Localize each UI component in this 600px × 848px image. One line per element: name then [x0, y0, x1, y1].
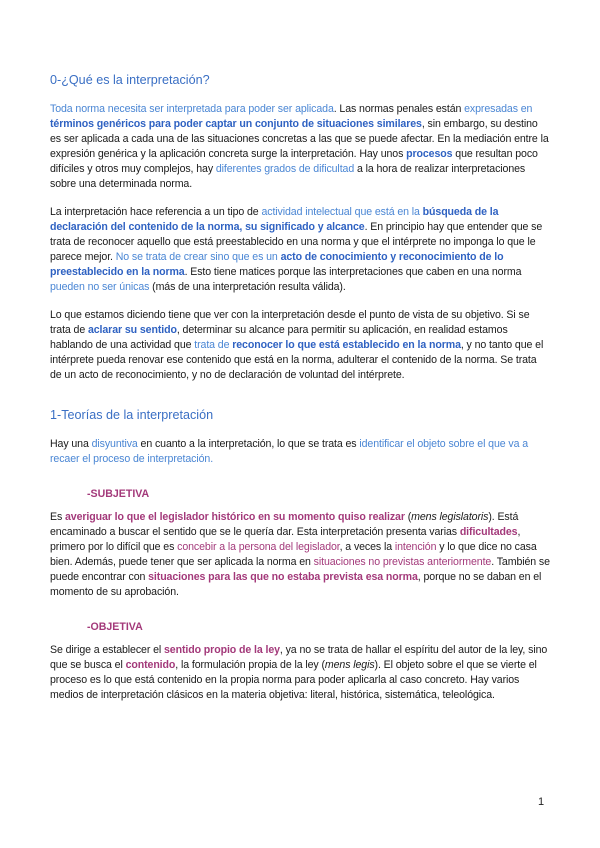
text-span: ). El objeto sobre el que se vierte el proceso es lo que está contenido en la propia norma para poder aplicarla al caso concreto. Hay varios medios de interpretación clásicos en la materia objetiva: literal, histórica, sistemática, teleológica.	[50, 659, 537, 701]
text-span: , la formulación propia de la ley (	[175, 659, 325, 671]
text-span: Se dirige a establecer el	[50, 644, 164, 656]
text-span: dificultades	[459, 526, 518, 538]
text-span: ). Está encaminado a buscar el sentido que se le quería dar. Esta interpretación presenta varias	[50, 511, 519, 538]
text-span: situaciones no previstas anteriormente	[313, 556, 492, 568]
text-span: expresadas en	[464, 103, 533, 115]
text-span: aclarar su sentido	[87, 324, 177, 336]
text-span: en cuanto a la interpretación, lo que se trata es	[137, 438, 360, 450]
text-span: (	[404, 511, 412, 523]
text-span: . También se puede encontrar con	[50, 556, 550, 583]
text-span: a la hora de realizar interpretaciones sobre una determinada norma.	[50, 163, 526, 190]
text-span: procesos	[406, 148, 453, 160]
text-span: Hay una	[50, 438, 92, 450]
text-span: , ya no se trata de hallar el espíritu del autor de la ley, sino que se busca el	[50, 644, 548, 671]
paragraph-1	[50, 102, 550, 192]
text-span: sentido propio de la ley	[164, 644, 280, 656]
text-span: (más de una interpretación resulta válida).	[149, 281, 346, 293]
paragraph-5	[50, 510, 550, 600]
text-span: reconocer lo que está establecido en la norma	[232, 339, 461, 351]
text-span: , y no tanto que el intérprete pueda renovar ese contenido que está en la norma, adulterar el contenido de la norma. Se trata de un acto de reconocimiento, y no de declaración de voluntad del intérprete.	[50, 339, 544, 381]
text-span: No se trata de crear sino que es un	[115, 251, 281, 263]
section-heading-0: 0-¿Qué es la interpretación?	[50, 73, 210, 87]
subheading-subjetiva: -SUBJETIVA	[87, 488, 150, 500]
text-span: . Las normas penales están	[333, 103, 465, 115]
text-span: y lo que dice no casa bien. Además, puede tener que ser aplicada la norma en	[50, 541, 537, 568]
text-span: , determinar su alcance para permitir su aplicación, en realidad estamos hablando de una actividad que	[50, 324, 508, 351]
paragraph-2	[50, 205, 550, 295]
text-span: disyuntiva	[91, 438, 138, 450]
text-span: diferentes grados de dificultad	[215, 163, 355, 175]
page-content	[50, 72, 550, 716]
text-span: . Esto tiene matices porque las interpretaciones que caben en una norma	[184, 266, 522, 278]
text-span: concebir a la persona del legislador	[177, 541, 340, 553]
paragraph-3	[50, 308, 550, 383]
text-span: Lo que estamos diciendo tiene que ver con la interpretación desde el punto de vista de su objetivo. Si se trata de	[50, 309, 530, 336]
text-span: que resultan poco difíciles y otros muy complejos, hay	[50, 148, 538, 175]
text-span: mens legislatoris	[411, 511, 489, 523]
subheading-objetiva: -OBJETIVA	[87, 621, 143, 633]
text-span: actividad intelectual que está en la	[261, 206, 423, 218]
text-span: términos genéricos para poder captar un conjunto de situaciones similares	[50, 118, 422, 130]
text-span: identificar el objeto sobre el que va a recaer el proceso de interpretación.	[50, 438, 529, 465]
text-span: contenido	[125, 659, 176, 671]
text-span: averiguar lo que el legislador histórico en su momento quiso realizar	[65, 511, 405, 523]
text-span: búsqueda de la declaración del contenido de la norma, su significado y alcance	[50, 206, 499, 233]
text-span: , porque no se daban en el momento de su aprobación.	[50, 571, 542, 598]
text-span: . En principio hay que entender que se trata de reconocer aquello que está preestablecido en una norma y que el intérprete no imponga lo que le parece mejor.	[50, 221, 543, 263]
paragraph-6	[50, 643, 550, 703]
page-number: 1	[538, 796, 545, 808]
paragraph-4	[50, 437, 550, 467]
text-span: intención	[394, 541, 437, 553]
text-span: , sin embargo, su destino es ser aplicada a cada una de las situaciones concretas a las que se puede afectar. En la mediación entre la expresión genérica y la aplicación concreta surge la interpretación. Hay unos	[50, 118, 549, 160]
text-span: Toda norma necesita ser interpretada para poder ser aplicada	[50, 103, 334, 115]
text-span: pueden no ser únicas	[50, 281, 150, 293]
text-span: , a veces la	[339, 541, 395, 553]
text-span: La interpretación hace referencia a un tipo de	[50, 206, 262, 218]
text-span: , primero por lo difícil que es	[50, 526, 521, 553]
section-heading-1: 1-Teorías de la interpretación	[50, 408, 214, 422]
text-span: situaciones para las que no estaba prevista esa norma	[148, 571, 418, 583]
text-span: mens legis	[324, 659, 375, 671]
text-span: trata de	[194, 339, 233, 351]
text-span: acto de conocimiento y reconocimiento de lo preestablecido en la norma	[50, 251, 504, 278]
text-span: Es	[50, 511, 66, 523]
